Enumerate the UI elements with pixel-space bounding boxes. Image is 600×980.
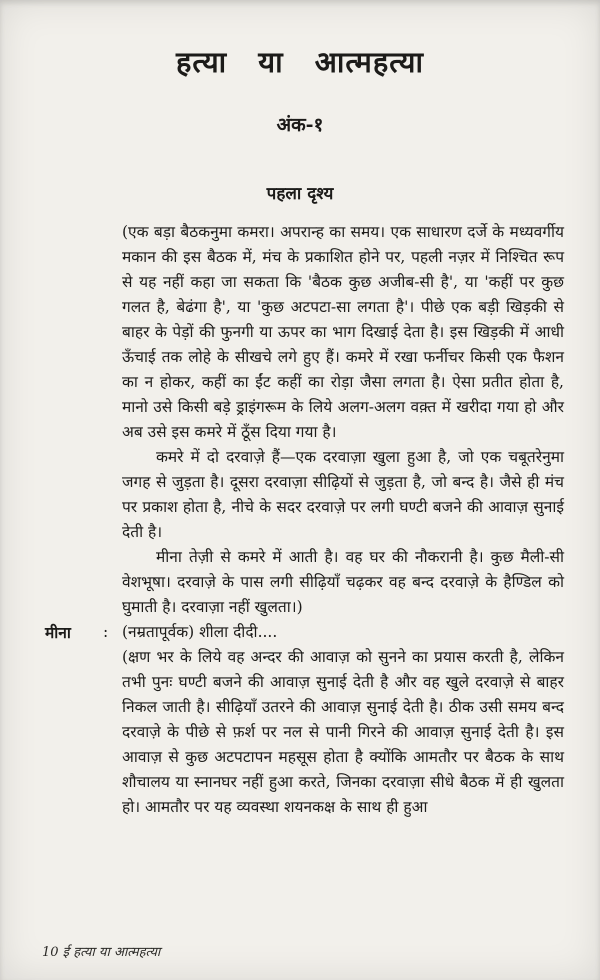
stage-direction-paragraph: मीना तेज़ी से कमरे में आती है। वह घर की नौकरानी है। कुछ मैली-सी वेशभूषा। दरवाज़े के पास लगी सीढ़ियाँ चढ़कर वह बन्द दरवाज़े के हैण्डिल को घुमाती है। दरवाज़ा नहीं खुलता।)	[122, 548, 564, 616]
book-title: हत्या या आत्महत्या	[176, 45, 424, 79]
stage-direction-continuation-block	[122, 645, 564, 820]
stage-direction-paragraph: कमरे में दो दरवाज़े हैं—एक दरवाज़ा खुला हुआ है, जो एक चबूतरेनुमा जगह से जुड़ता है। दूसरा दरवाज़ा सीढ़ियों से जुड़ता है, जो बन्द है। जैसे ही मंच पर प्रकाश होता है, नीचे के सदर दरवाज़े पर लगी घण्टी बजने की आवाज़ सुनाई देती है।	[122, 448, 564, 541]
speaker-colon: :	[103, 623, 109, 641]
scene-heading: पहला दृश्य	[266, 184, 334, 204]
speaker-line	[45, 620, 564, 645]
speaker-name: मीना	[45, 623, 71, 642]
act-number: अंक-१	[276, 114, 324, 136]
stage-direction-continuation: (क्षण भर के लिये वह अन्दर की आवाज़ को सुनने का प्रयास करती है, लेकिन तभी पुनः घण्टी बजने की आवाज़ सुनाई देती है और वह खुले दरवाज़े से बाहर निकल जाती है। सीढ़ियाँ उतरने की आवाज़ सुनाई देती है। ठीक उसी समय बन्द दरवाज़े के पीछे से फ़र्श पर नल से पानी गिरने की आवाज़ सुनाई देती है। इस आवाज़ से कुछ अटपटापन महसूस होता है क्योंकि आमतौर पर बैठक के साथ शौचालय या स्नानघर नहीं हुआ करते, जिनका दरवाज़ा सीधे बैठक में ही खुलता हो। आमतौर पर यह व्यवस्था शयनकक्ष के साथ ही हुआ	[122, 648, 564, 816]
dialogue-text: (नम्रतापूर्वक) शीला दीदी....	[122, 623, 278, 641]
page-footer: 10 ई हत्या या आत्महत्या	[42, 945, 161, 960]
stage-directions-block	[122, 220, 564, 620]
stage-direction-paragraph: (एक बड़ा बैठकनुमा कमरा। अपरान्ह का समय। एक साधारण दर्जे के मध्यवर्गीय मकान की इस बैठक में, मंच के प्रकाशित होने पर, पहली नज़र में निश्चित रूप से यह नहीं कहा जा सकता कि 'बैठक कुछ अजीब-सी है', या 'कहीं पर कुछ गलत है, बेढंगा है', या 'कुछ अटपटा-सा लगता है'। पीछे एक बड़ी खिड़की से बाहर के पेड़ों की फुनगी या ऊपर का भाग दिखाई देता है। इस खिड़की में आधी ऊँचाई तक लोहे के सीखचे लगे हुए हैं। कमरे में रखा फर्नीचर किसी एक फैशन का न होकर, कहीं का ईंट कहीं का रोड़ा जैसा लगता है। ऐसा प्रतीत होता है, मानो उसे किसी बड़े ड्राइंगरूम के लिये अलग-अलग वक़्त में खरीदा गया हो और अब उसे इस कमरे में ठूँस दिया गया है।	[122, 223, 564, 441]
